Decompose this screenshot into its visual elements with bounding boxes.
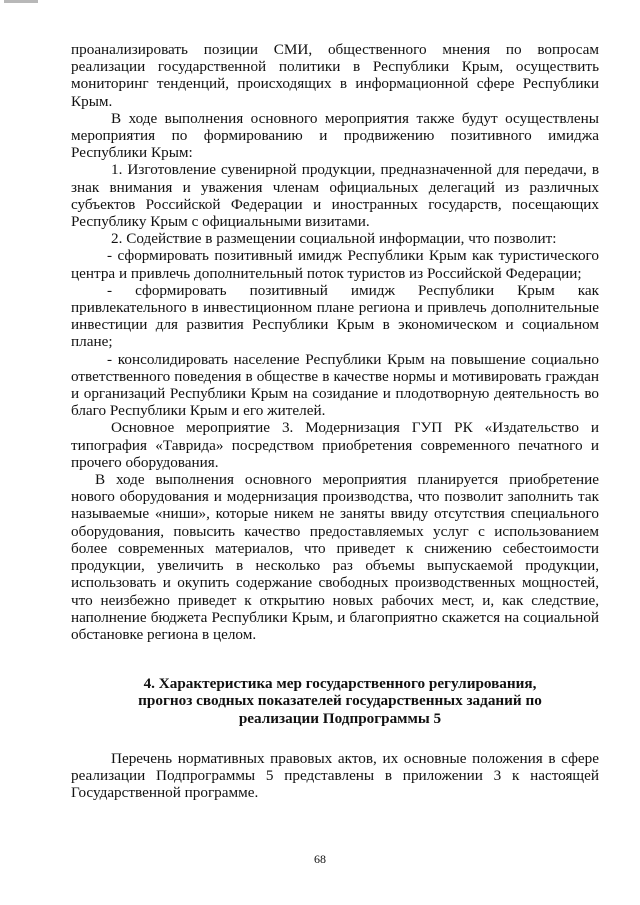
page-number: 68 (314, 852, 326, 866)
paragraph-souvenir-products: 1. Изготовление сувенирной продукции, предназначенной для передачи, в знак внимания и уважения членам официальных делегаций из различных субъектов Российской Федерации и иностранных государств, посещающих Республику Крым с официальными визитами. (71, 161, 599, 231)
paragraph-social-info: 2. Содействие в размещении социальной информации, что позволит: (111, 230, 557, 248)
document-page (71, 41, 599, 801)
list-item-tourism: - сформировать позитивный имидж Республики Крым как туристического центра и привлечь дополнительный поток туристов из Российской Федерации; (71, 247, 599, 282)
paragraph-legal-acts: Перечень нормативных правовых актов, их основные положения в сфере реализации Подпрограммы 5 представлены в приложении 3 к настоящей Государственной программе. (71, 749, 599, 802)
scan-artifact (4, 0, 38, 3)
section-heading: 4. Характеристика мер государственного регулирования, прогноз сводных показателей государственных заданий по реализации Подпрограммы 5 (138, 675, 542, 727)
list-item-investment: - сформировать позитивный имидж Республики Крым как привлекательного в инвестиционном плане региона и привлечь дополнительные инвестиции для развития Республики Крым в экономическом и социальном плане; (71, 281, 599, 351)
paragraph-image-measures: В ходе выполнения основного мероприятия также будут осуществлены мероприятия по формированию и продвижению позитивного имиджа Республики Крым: (71, 109, 599, 162)
paragraph-main-measure-3: Основное мероприятие 3. Модернизация ГУП РК «Издательство и типография «Таврида» посредством приобретения современного печатного и прочего оборудования. (71, 419, 599, 471)
paragraph-modernization: В ходе выполнения основного мероприятия планируется приобретение нового оборудования и модернизация производства, что позволит заполнить так называемые «ниши», которые никем не заняты ввиду отсутствия специального оборудования, повысить качество предоставляемых услуг с использованием более современных материалов, что приведет к снижению себестоимости продукции, увеличить в несколько раз объемы выпускаемой продукции, использовать и окупить содержание свободных производственных мощностей, что неизбежно приведет к открытию новых рабочих мест, и, как следствие, наполнение бюджета Республики Крым, и благоприятно скажется на социальной обстановке региона в целом. (71, 471, 599, 643)
paragraph-smi-monitoring: проанализировать позиции СМИ, общественного мнения по вопросам реализации государственной политики в Республики Крым, осуществить мониторинг тенденций, происходящих в информационной сфере Республики Крым. (71, 41, 599, 110)
list-item-consolidation: - консолидировать население Республики Крым на повышение социально ответственного поведения в обществе в качестве нормы и мотивировать граждан и организаций Республики Крым на созидание и плодотворную деятельность во благо Республики Крым и его жителей. (71, 350, 599, 420)
